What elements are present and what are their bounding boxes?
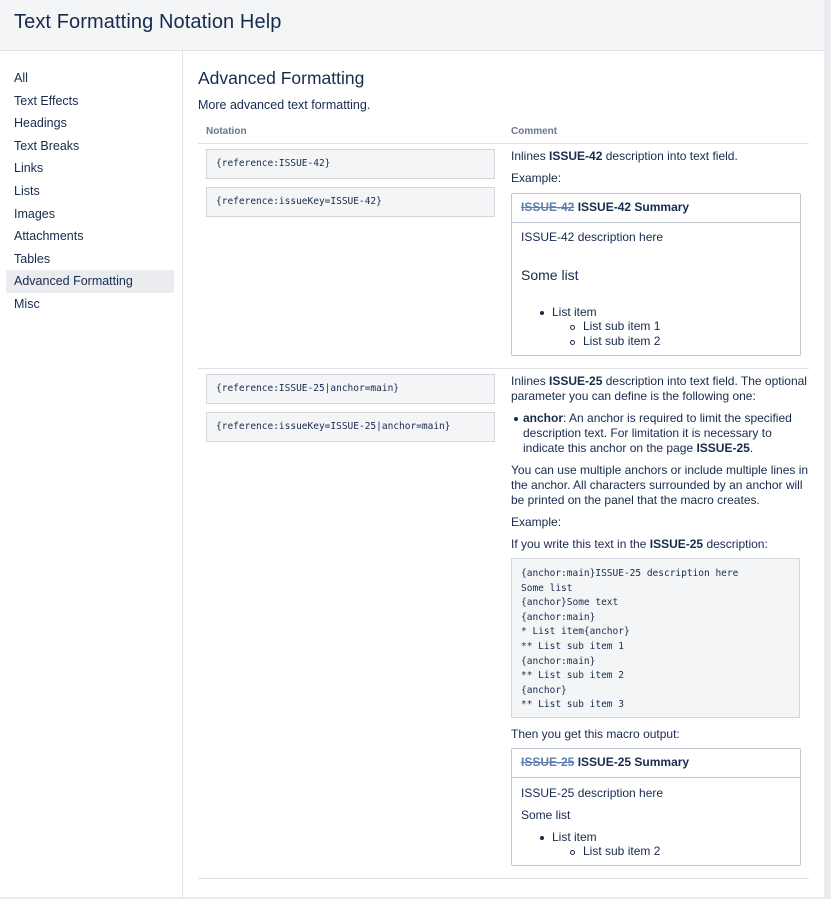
table-header xyxy=(198,124,809,144)
anchor-description: anchor: An anchor is required to limit the specified xyxy=(523,411,792,425)
write-text: If you write this text in the ISSUE-25 description: xyxy=(511,537,768,551)
code-line: {anchor}Some text xyxy=(521,597,619,609)
code-line: Some list xyxy=(521,582,573,594)
column-header-notation: Notation xyxy=(206,126,247,137)
multi-anchor-text: be printed on the panel that the macro creates. xyxy=(511,493,760,507)
sidebar-item-links[interactable]: Links xyxy=(14,161,44,176)
example-label: Example: xyxy=(511,515,562,529)
sidebar-item-advanced-formatting[interactable]: Advanced Formatting xyxy=(6,270,174,293)
table-row xyxy=(198,144,809,369)
comment-text: Inlines ISSUE-25 description into text field. The optional xyxy=(511,374,807,388)
code-block xyxy=(511,558,800,718)
page-header xyxy=(0,0,824,51)
bullet-dot xyxy=(540,311,544,315)
code-line: * List item{anchor} xyxy=(521,626,630,638)
list-heading: Some list xyxy=(521,267,579,283)
multi-anchor-text: the anchor. All characters surrounded by an anchor will xyxy=(511,478,803,492)
section-intro: More advanced text formatting. xyxy=(198,98,371,112)
code-line: ** List sub item 2 xyxy=(521,670,624,682)
page-title: Text Formatting Notation Help xyxy=(14,11,282,33)
code-line: {anchor:main} xyxy=(521,611,596,623)
list-heading: Some list xyxy=(521,808,571,822)
issue-description: ISSUE-25 description here xyxy=(521,786,664,800)
anchor-description: indicate this anchor on the page ISSUE-25. xyxy=(523,441,754,455)
example-label: Example: xyxy=(511,171,562,185)
bullet-circle xyxy=(570,325,575,330)
issue-summary: ISSUE-25 Summary xyxy=(577,755,690,769)
panel-header xyxy=(512,749,800,778)
bullet-circle xyxy=(570,850,575,855)
notation-code: {reference:ISSUE-25|anchor=main} xyxy=(206,374,495,404)
code-line: {anchor} xyxy=(521,684,567,696)
issue-description: ISSUE-42 description here xyxy=(521,230,664,244)
sidebar-item-text-effects[interactable]: Text Effects xyxy=(14,93,79,108)
table-row xyxy=(198,369,809,879)
column-header-comment: Comment xyxy=(511,126,558,137)
comment-text: parameter you can define is the following one: xyxy=(511,389,756,403)
code-line: {anchor:main} xyxy=(521,655,596,667)
sidebar-item-lists[interactable]: Lists xyxy=(14,183,40,198)
notation-code: {reference:issueKey=ISSUE-42} xyxy=(206,187,495,217)
issue-link[interactable]: ISSUE-25 xyxy=(521,755,575,769)
bullet-circle xyxy=(570,340,575,345)
list-sub-item: List sub item 2 xyxy=(583,844,661,858)
list-item: List item xyxy=(552,830,597,844)
issue-panel xyxy=(511,193,801,356)
list-sub-item: List sub item 1 xyxy=(583,319,661,333)
sidebar-item-attachments[interactable]: Attachments xyxy=(14,229,84,244)
output-label: Then you get this macro output: xyxy=(511,727,680,741)
list-sub-item: List sub item 2 xyxy=(583,334,661,348)
sidebar-item-all[interactable]: All xyxy=(14,71,28,85)
issue-link[interactable]: ISSUE-42 xyxy=(521,200,575,214)
code-line: {anchor:main}ISSUE-25 description here xyxy=(521,568,739,579)
main-content xyxy=(198,51,809,879)
bullet-dot xyxy=(540,836,544,840)
comment-text: Inlines ISSUE-42 description into text field. xyxy=(511,149,738,163)
code-line: ** List sub item 3 xyxy=(521,699,624,711)
code-line: ** List sub item 1 xyxy=(521,640,624,652)
anchor-description: description text. For limitation it is necessary to xyxy=(523,426,772,440)
list-item: List item xyxy=(552,305,597,319)
bullet-dot xyxy=(514,417,518,421)
sidebar-item-headings[interactable]: Headings xyxy=(14,116,67,131)
sidebar-nav xyxy=(0,51,183,897)
section-title: Advanced Formatting xyxy=(198,68,365,88)
sidebar-item-images[interactable]: Images xyxy=(14,206,55,221)
sidebar-item-tables[interactable]: Tables xyxy=(14,251,51,266)
panel-header xyxy=(512,194,800,223)
notation-code: {reference:issueKey=ISSUE-25|anchor=main} xyxy=(206,412,495,442)
scrollbar-gutter[interactable] xyxy=(824,0,831,899)
sidebar-item-misc[interactable]: Misc xyxy=(14,296,40,311)
multi-anchor-text: You can use multiple anchors or include multiple lines in xyxy=(511,463,809,477)
issue-summary: ISSUE-42 Summary xyxy=(577,200,690,214)
notation-code: {reference:ISSUE-42} xyxy=(206,149,495,179)
issue-panel xyxy=(511,748,801,866)
sidebar-item-text-breaks[interactable]: Text Breaks xyxy=(14,138,80,153)
